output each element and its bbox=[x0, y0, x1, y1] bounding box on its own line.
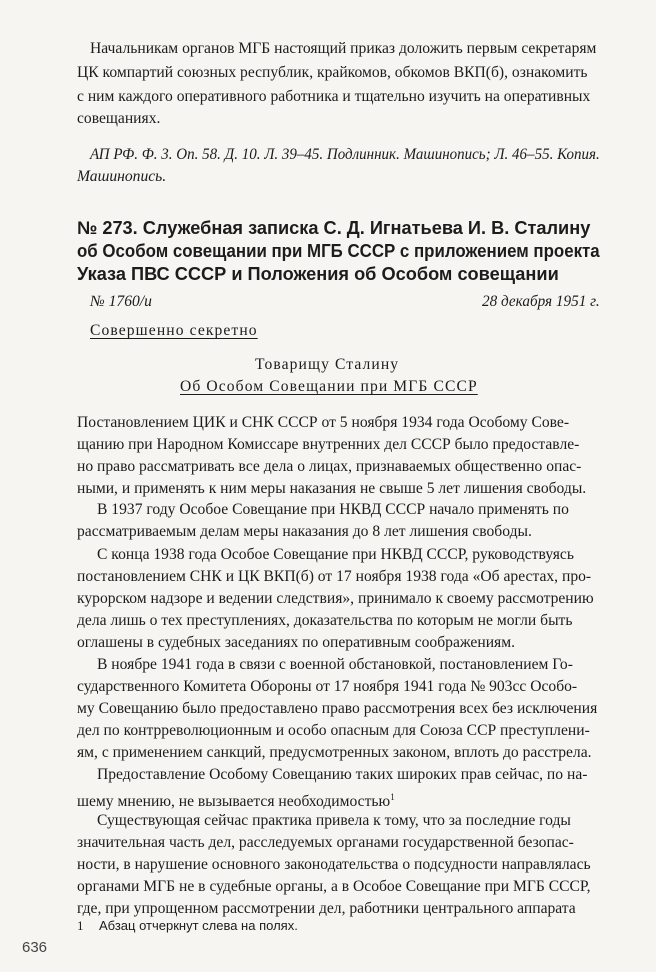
body-line: курорском надзоре и ведении следствия», принимало к своему рассмотрению bbox=[77, 590, 594, 607]
heading-line: об Особом совещании при МГБ СССР с приложением проекта bbox=[77, 241, 600, 261]
classification-stamp: Совершенно секретно bbox=[90, 322, 258, 339]
body-line: сударственного Комитета Обороны от 17 ноября 1941 года № 903сс Особо- bbox=[77, 678, 578, 695]
addressee: Товарищу Сталину bbox=[255, 356, 400, 373]
body-line: Постановлением ЦИК и СНК СССР от 5 ноября 1934 года Особому Сове- bbox=[77, 414, 570, 431]
body-line: где, при упрощенном рассмотрении дел, работники центрального аппарата bbox=[77, 900, 576, 917]
body-line: В ноябре 1941 года в связи с военной обстановкой, постановлением Го- bbox=[97, 656, 573, 673]
body-line: Предоставление Особому Совещанию таких широких прав сейчас, по на- bbox=[97, 766, 588, 783]
footnote-text: Абзац отчеркнут слева на полях. bbox=[99, 918, 298, 933]
body-line: ям, с применением санкций, предусмотренных законом, вплоть до расстрела. bbox=[77, 744, 592, 761]
archive-line: АП РФ. Ф. 3. Оп. 58. Д. 10. Л. 39–45. Подлинник. Машинопись; Л. 46–55. Копия. bbox=[90, 146, 600, 163]
body-line: значительная часть дел, расследуемых органами государственной безопас- bbox=[77, 834, 574, 851]
document-number: № 1760/и bbox=[90, 293, 152, 310]
body-line: му Совещанию было предоставлено право рассмотрения всех без исключения bbox=[77, 700, 598, 717]
body-line: дела лишь о тех преступлениях, доказательства по которым не могли быть bbox=[77, 612, 573, 629]
body-line: ности, в нарушение основного законодательства о подсудности направлялась bbox=[77, 856, 591, 873]
body-line: органами МГБ не в судебные органы, а в Особое Совещание при МГБ СССР, bbox=[77, 878, 591, 895]
document-date: 28 декабря 1951 г. bbox=[482, 293, 600, 310]
footnote-reference: 1 bbox=[390, 792, 395, 802]
body-line: но право рассматривать все дела о лицах, признаваемых общественно опас- bbox=[77, 458, 582, 475]
body-line: рассматриваемым делам меры наказания до 8 лет лишения свободы. bbox=[77, 523, 532, 540]
body-line: щанию при Народном Комиссаре внутренних дел СССР было предоставле- bbox=[77, 436, 580, 453]
body-line: С конца 1938 года Особое Совещание при НКВД СССР, руководствуясь bbox=[97, 546, 574, 563]
body-line-text: шему мнению, не вызывается необходимостью bbox=[77, 793, 391, 811]
body-line: Существующая сейчас практика привела к тому, что за последние годы bbox=[97, 812, 571, 829]
footnote-marker: 1 bbox=[77, 918, 84, 933]
body-line: В 1937 году Особое Совещание при НКВД СССР начало применять по bbox=[97, 501, 569, 518]
page-number: 636 bbox=[22, 939, 48, 956]
body-line: постановлением СНК и ЦК ВКП(б) от 17 ноября 1938 года «Об арестах, про- bbox=[77, 568, 592, 585]
body-line-with-footnote bbox=[77, 787, 395, 812]
intro-line: совещаниях. bbox=[77, 110, 161, 127]
heading-line: Указа ПВС СССР и Положения об Особом совещании bbox=[77, 264, 559, 284]
memo-subject: Об Особом Совещании при МГБ СССР bbox=[180, 378, 478, 395]
heading-line: № 273. Служебная записка С. Д. Игнатьева И. В. Сталину bbox=[77, 218, 591, 238]
intro-line: Начальникам органов МГБ настоящий приказ доложить первым секретарям bbox=[90, 40, 597, 57]
intro-line: ЦК компартий союзных республик, крайкомов, обкомов ВКП(б), ознакомить bbox=[77, 64, 588, 81]
body-line: ными, и применять к ним меры наказания не свыше 5 лет лишения свободы. bbox=[77, 480, 587, 497]
intro-line: с ним каждого оперативного работника и тщательно изучить на оперативных bbox=[77, 88, 591, 105]
archive-line: Машинопись. bbox=[77, 168, 167, 185]
body-line: дел по контрреволюционным и особо опасным для Союза ССР преступлени- bbox=[77, 722, 590, 739]
body-line: оглашены в судебных заседаниях по оперативным соображениям. bbox=[77, 634, 515, 651]
